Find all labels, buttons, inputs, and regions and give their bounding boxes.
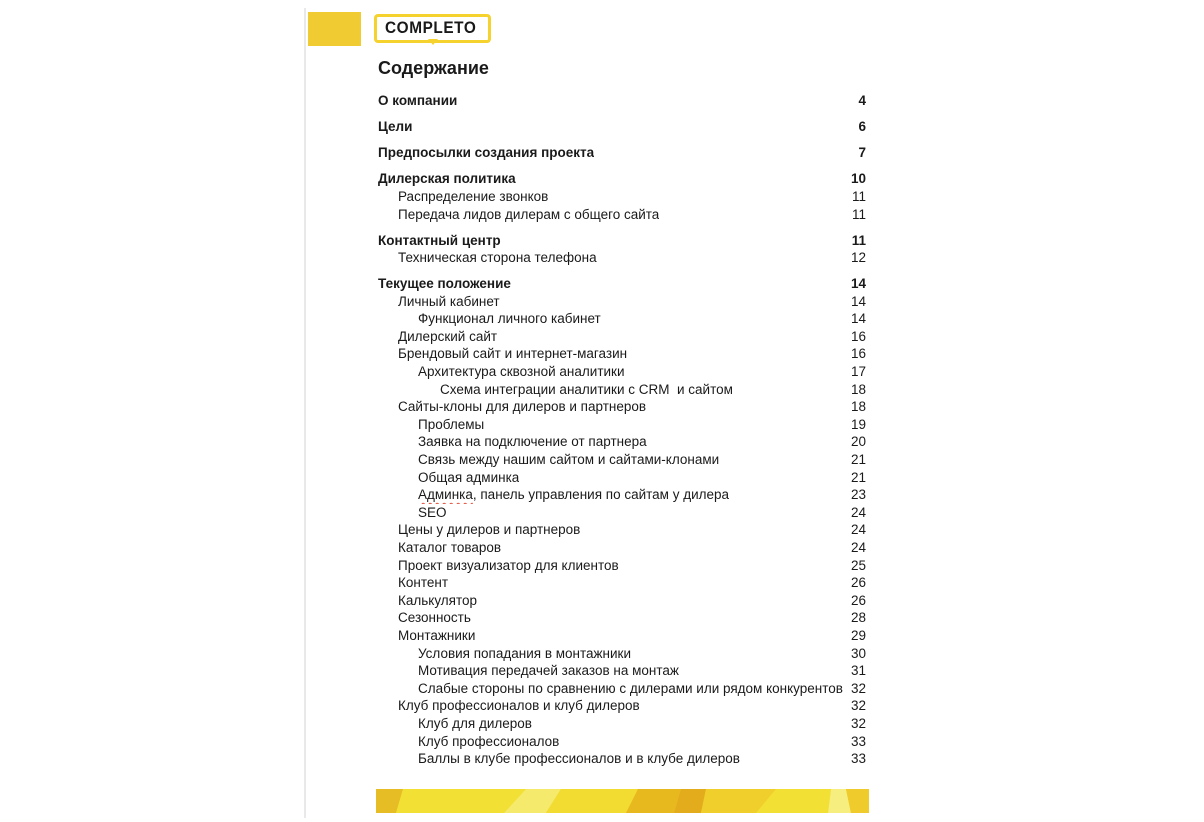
toc-entry-label: Условия попадания в монтажники [418, 645, 631, 661]
toc-row[interactable] [378, 170, 866, 188]
toc-entry-page: 32 [850, 698, 866, 714]
toc-entry-page: 14 [850, 276, 866, 292]
toc-entry-page: 19 [850, 416, 866, 432]
toc-row[interactable] [378, 715, 866, 733]
toc-entry-label: Функционал личного кабинет [418, 311, 601, 327]
toc-row[interactable] [378, 504, 866, 522]
toc-entry-label: Проект визуализатор для клиентов [398, 557, 619, 573]
page-left-divider [304, 8, 306, 818]
toc-row[interactable] [378, 627, 866, 645]
toc-entry-page: 12 [850, 250, 866, 266]
toc-entry-page: 23 [850, 487, 866, 503]
toc-entry-label: Архитектура сквозной аналитики [418, 364, 625, 380]
toc-entry-page: 14 [850, 293, 866, 309]
toc-entry-page: 24 [850, 522, 866, 538]
toc-entry-page: 32 [850, 680, 866, 696]
toc-entry-page: 33 [850, 733, 866, 749]
toc-row[interactable] [378, 451, 866, 469]
toc-entry-page: 11 [851, 232, 866, 248]
page-title: Содержание [378, 58, 489, 78]
toc-entry-label: Каталог товаров [398, 540, 502, 555]
toc-entry-label: О компании [378, 93, 458, 109]
toc-entry-page: 16 [850, 346, 866, 362]
toc-row[interactable] [378, 363, 866, 381]
toc-entry-label: Клуб профессионалов и клуб дилеров [398, 698, 640, 714]
toc-entry-label: Текущее положение [378, 276, 511, 292]
toc-row[interactable] [378, 293, 866, 311]
toc-entry-page: 26 [850, 592, 866, 608]
toc-row[interactable] [378, 232, 866, 250]
toc-entry-label: Заявка на подключение от партнера [418, 434, 647, 450]
toc-entry-label: Сайты-клоны для дилеров и партнеров [398, 399, 647, 415]
completo-logo-text: COMPLETO [385, 19, 477, 37]
toc-entry-page: 29 [850, 627, 866, 643]
toc-row[interactable] [378, 750, 866, 768]
toc-entry-label: Предпосылки создания проекта [378, 145, 595, 161]
toc-entry-page: 30 [850, 645, 866, 661]
toc-entry-page: 17 [850, 364, 866, 380]
toc-row[interactable] [378, 433, 866, 451]
toc-entry-label: Передача лидов дилерам с общего сайта [398, 206, 660, 222]
toc-entry-page: 11 [851, 188, 866, 204]
toc-entry-page: 24 [850, 504, 866, 520]
toc-entry-label: Дилерский сайт [398, 328, 498, 344]
toc-entry-page: 14 [850, 311, 866, 327]
toc-row[interactable] [378, 539, 866, 557]
toc-entry-label: Клуб для дилеров [418, 715, 532, 731]
toc-entry-page: 26 [850, 575, 866, 591]
toc-entry-label: Клуб профессионалов [418, 733, 560, 749]
toc-row[interactable] [378, 680, 866, 698]
toc-entry-label: Общая админка [418, 469, 520, 485]
toc-entry-label: Схема интеграции аналитики с CRM и сайтом [440, 381, 733, 397]
toc-row[interactable] [378, 381, 866, 399]
toc-entry-label: Распределение звонков [398, 188, 549, 204]
toc-row[interactable] [378, 328, 866, 346]
toc-entry-page: 7 [858, 145, 866, 161]
toc-entry-page: 28 [850, 610, 866, 626]
toc-row[interactable] [378, 249, 866, 267]
toc-entry-label: SEO [418, 504, 447, 520]
toc-entry-label: Цены у дилеров и партнеров [398, 522, 581, 538]
toc-row[interactable] [378, 557, 866, 575]
toc-entry-label: Баллы в клубе профессионалов и в клубе дилеров [418, 751, 740, 767]
toc-row[interactable] [378, 469, 866, 487]
toc-list [378, 84, 866, 768]
toc-row[interactable] [378, 144, 866, 162]
toc-entry-page: 10 [850, 171, 866, 187]
toc-row[interactable] [378, 521, 866, 539]
toc-entry-page: 32 [850, 715, 866, 731]
toc-row[interactable] [378, 486, 866, 504]
toc-entry-label: Админка, панель управления по сайтам у дилера [418, 487, 730, 503]
toc-entry-page: 33 [850, 751, 866, 767]
toc-entry-label: Брендовый сайт и интернет-магазин [398, 346, 628, 362]
toc-entry-page: 24 [850, 540, 866, 555]
misspelled-word: Админка [418, 487, 473, 503]
toc-entry-label: Контент [398, 575, 449, 591]
toc-row[interactable] [378, 345, 866, 363]
toc-row[interactable] [378, 592, 866, 610]
toc-entry-label: Связь между нашим сайтом и сайтами-клонами [418, 452, 720, 468]
toc-row[interactable] [378, 188, 866, 206]
logo-notch [428, 39, 438, 50]
toc-entry-label: Техническая сторона телефона [398, 250, 597, 266]
completo-logo [374, 14, 491, 43]
toc-row[interactable] [378, 92, 866, 110]
toc-entry-page: 21 [850, 452, 866, 468]
toc-entry-label: Цели [378, 119, 413, 135]
toc-entry-label: Дилерская политика [378, 171, 516, 187]
toc-row[interactable] [378, 118, 866, 136]
toc-row[interactable] [378, 645, 866, 663]
toc-row[interactable] [378, 733, 866, 751]
toc-entry-page: 21 [850, 469, 866, 485]
toc-row[interactable] [378, 275, 866, 293]
toc-entry-page: 11 [851, 206, 866, 222]
toc-entry-label: Сезонность [398, 610, 471, 626]
toc-row[interactable] [378, 310, 866, 328]
toc-row[interactable] [378, 416, 866, 434]
toc-entry-page: 25 [850, 557, 866, 573]
toc-entry-label: Монтажники [398, 627, 476, 643]
toc-row[interactable] [378, 398, 866, 416]
toc-row[interactable] [378, 697, 866, 715]
toc-entry-label: Личный кабинет [398, 293, 500, 309]
toc-entry-page: 16 [850, 328, 866, 344]
toc-row[interactable] [378, 662, 866, 680]
footer-decoration-bar [376, 789, 869, 813]
brand-yellow-rect [308, 12, 361, 46]
toc-entry-label: Калькулятор [398, 592, 478, 608]
toc-entry-label: Слабые стороны по сравнению с дилерами или рядом конкурентов [418, 680, 843, 696]
toc-entry-page: 18 [850, 399, 866, 415]
toc-row[interactable] [378, 206, 866, 224]
toc-entry-page: 18 [850, 381, 866, 397]
toc-entry-label: Проблемы [418, 416, 485, 432]
toc-entry-label: Контактный центр [378, 232, 501, 248]
toc-entry-page: 20 [850, 434, 866, 450]
toc-entry-page: 4 [858, 93, 866, 109]
toc-entry-label: Мотивация передачей заказов на монтаж [418, 663, 679, 679]
toc-entry-page: 31 [850, 663, 866, 679]
toc-entry-page: 6 [858, 119, 866, 135]
toc-row[interactable] [378, 574, 866, 592]
toc-row[interactable] [378, 609, 866, 627]
